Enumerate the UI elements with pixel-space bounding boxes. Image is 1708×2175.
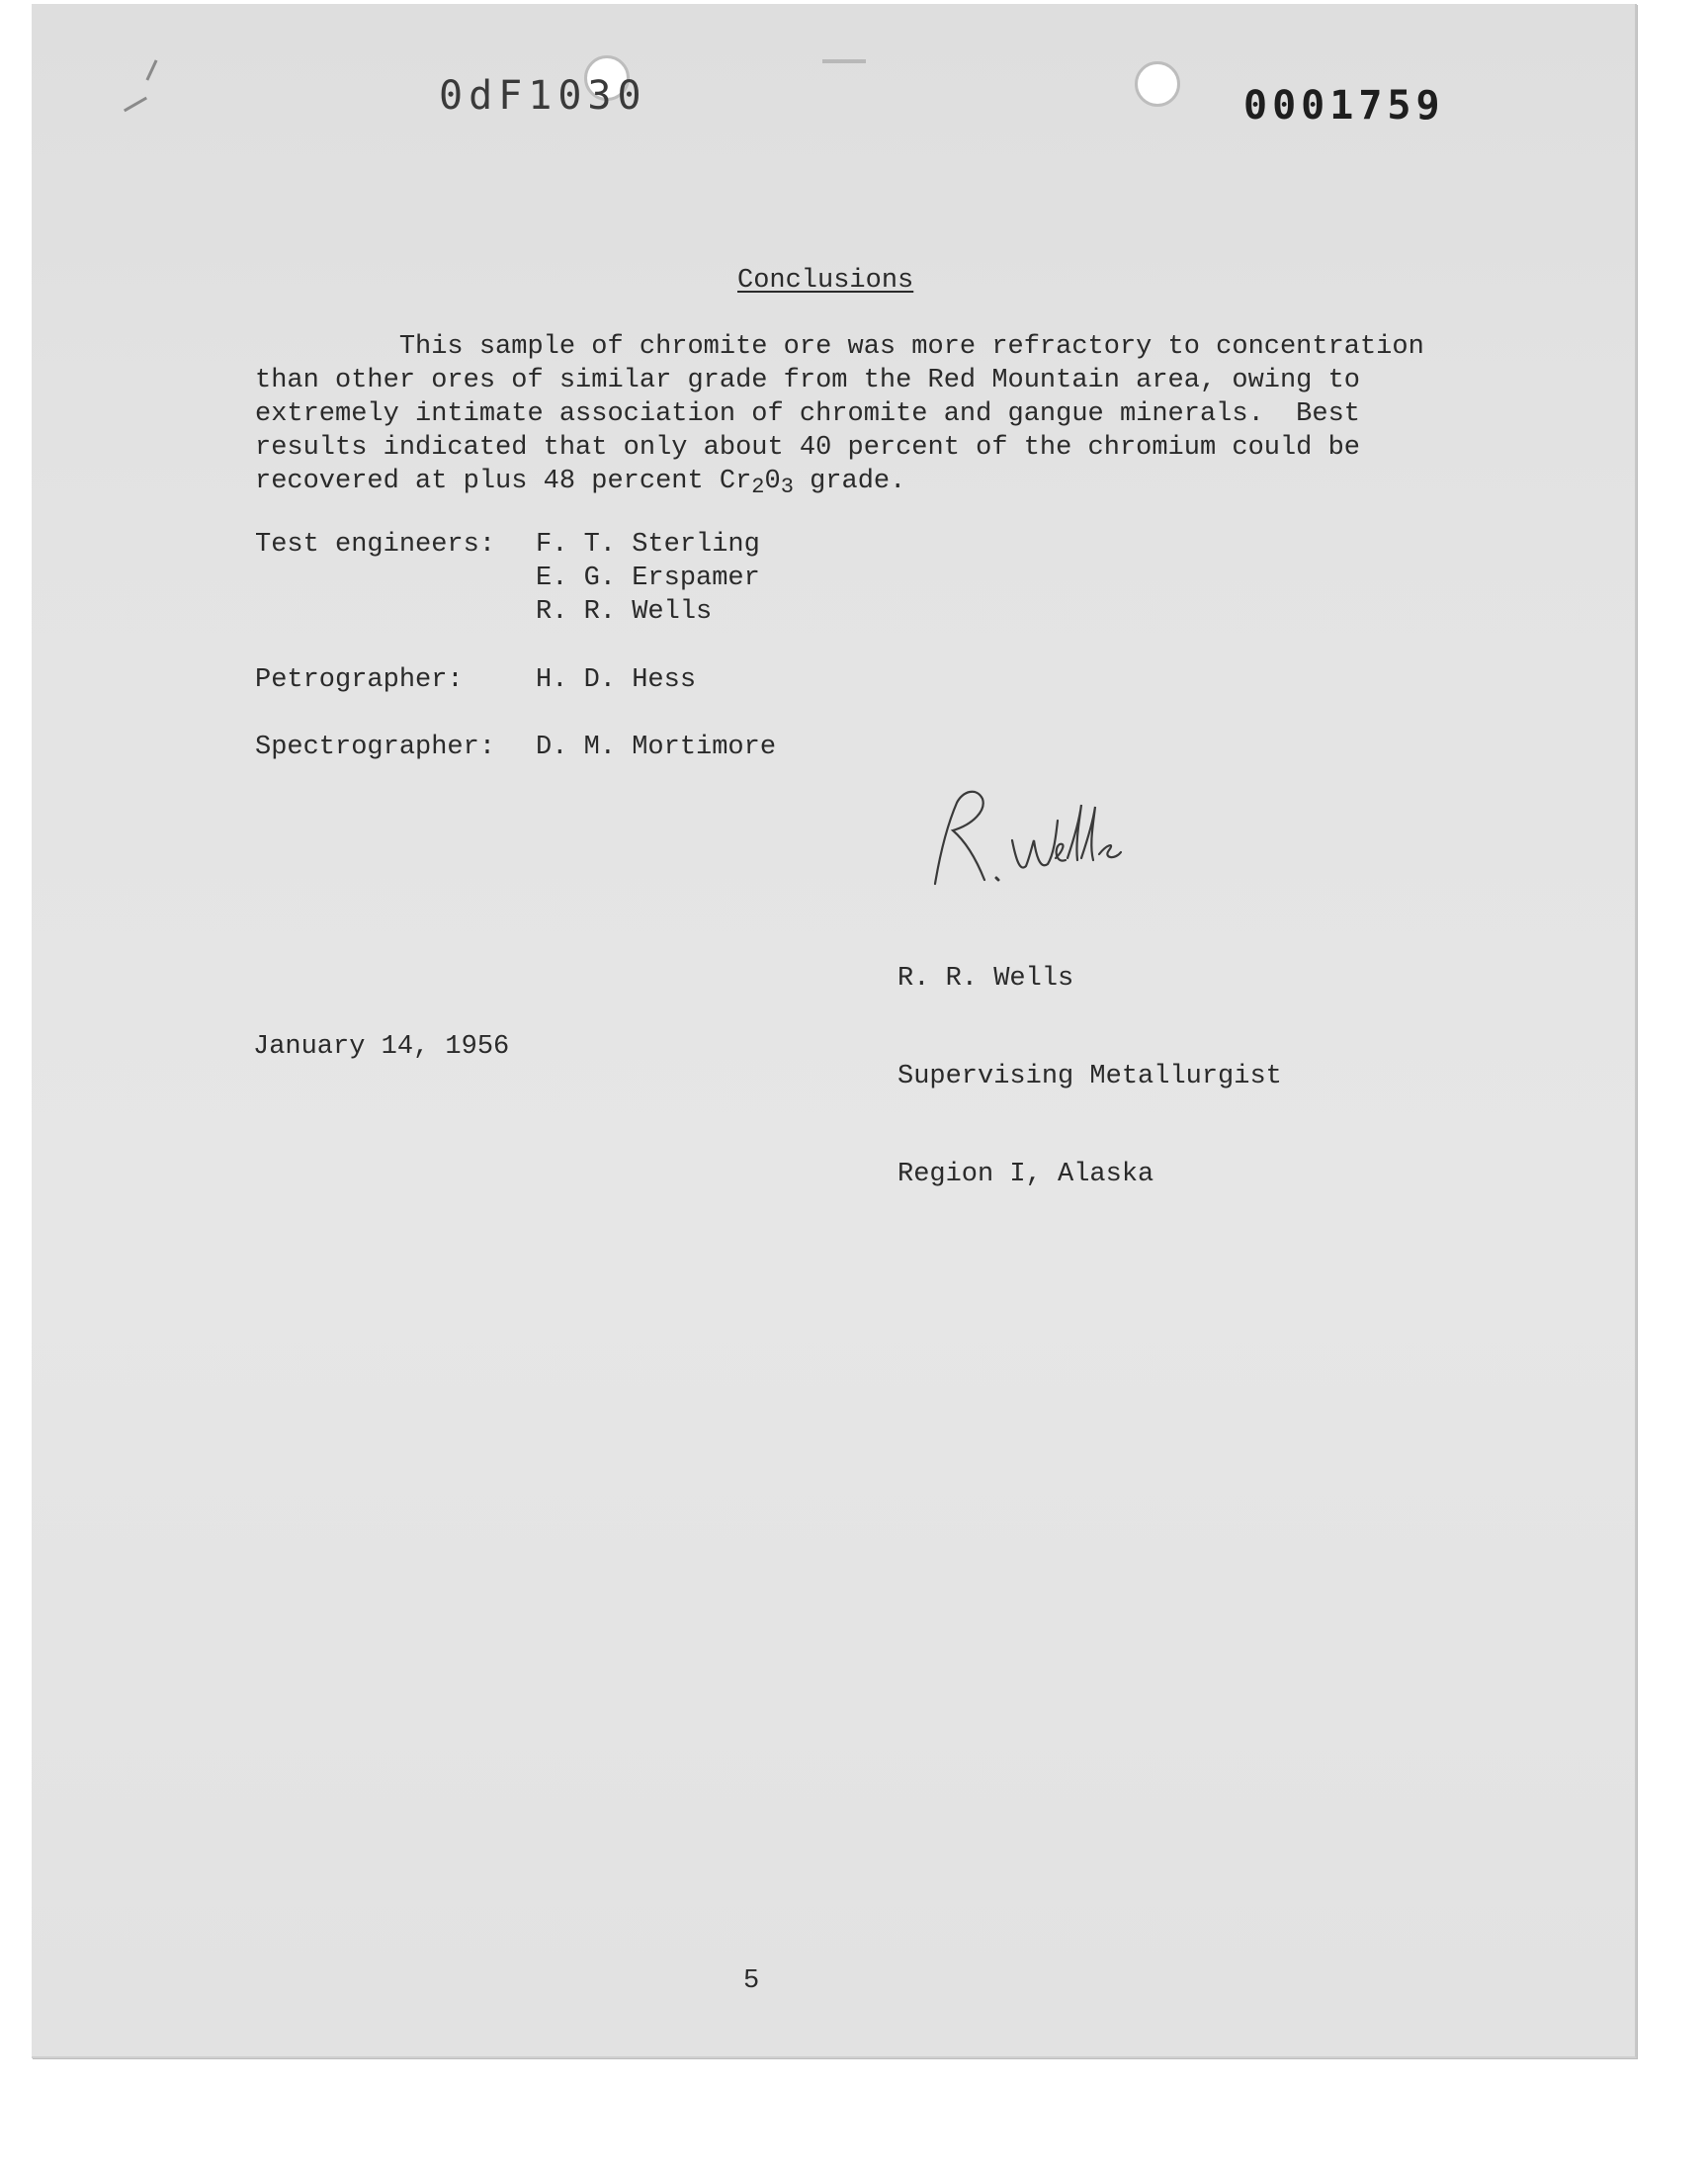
punch-hole-right — [1135, 61, 1180, 107]
paragraph-line — [255, 465, 1491, 499]
paragraph-line: results indicated that only about 40 percent of the chromium could be — [255, 433, 1360, 463]
handwritten-signature — [917, 781, 1135, 900]
paragraph-text: grade. — [793, 467, 906, 496]
paragraph-line: extremely intimate association of chromite and gangue minerals. Best — [255, 399, 1360, 429]
petrographer-name: H. D. Hess — [536, 665, 697, 695]
subscript: 3 — [780, 475, 794, 499]
conclusions-paragraph — [255, 330, 1491, 499]
section-heading: Conclusions — [737, 266, 914, 296]
test-engineer-name: R. R. Wells — [536, 597, 713, 627]
paragraph-line: This sample of chromite ore was more refractory to concentration — [255, 332, 1424, 362]
spectrographer-label: Spectrographer: — [255, 733, 496, 762]
document-date: January 14, 1956 — [253, 1032, 510, 1062]
signer-name: R. R. Wells — [897, 964, 1074, 994]
page-number: 5 — [743, 1966, 760, 1996]
paragraph-line: than other ores of similar grade from the Red Mountain area, owing to — [255, 366, 1360, 395]
test-engineers-label: Test engineers: — [255, 530, 496, 560]
scan-mark — [145, 59, 157, 80]
signer-title: Supervising Metallurgist — [897, 1062, 1282, 1091]
signer-region: Region I, Alaska — [897, 1160, 1154, 1189]
signer-block — [897, 898, 1282, 1257]
scan-mark — [124, 97, 147, 113]
document-number-stamp-left: 0dF1030 — [439, 73, 647, 119]
petrographer-label: Petrographer: — [255, 665, 464, 695]
paragraph-text: recovered at plus 48 percent Cr — [255, 467, 752, 496]
subscript: 2 — [751, 475, 765, 499]
paragraph-text: 0 — [764, 467, 781, 496]
spectrographer-name: D. M. Mortimore — [536, 733, 777, 762]
scan-mark — [822, 59, 866, 63]
test-engineer-name: E. G. Erspamer — [536, 564, 760, 593]
document-number-stamp-right: 0001759 — [1243, 83, 1445, 129]
test-engineer-name: F. T. Sterling — [536, 530, 760, 560]
